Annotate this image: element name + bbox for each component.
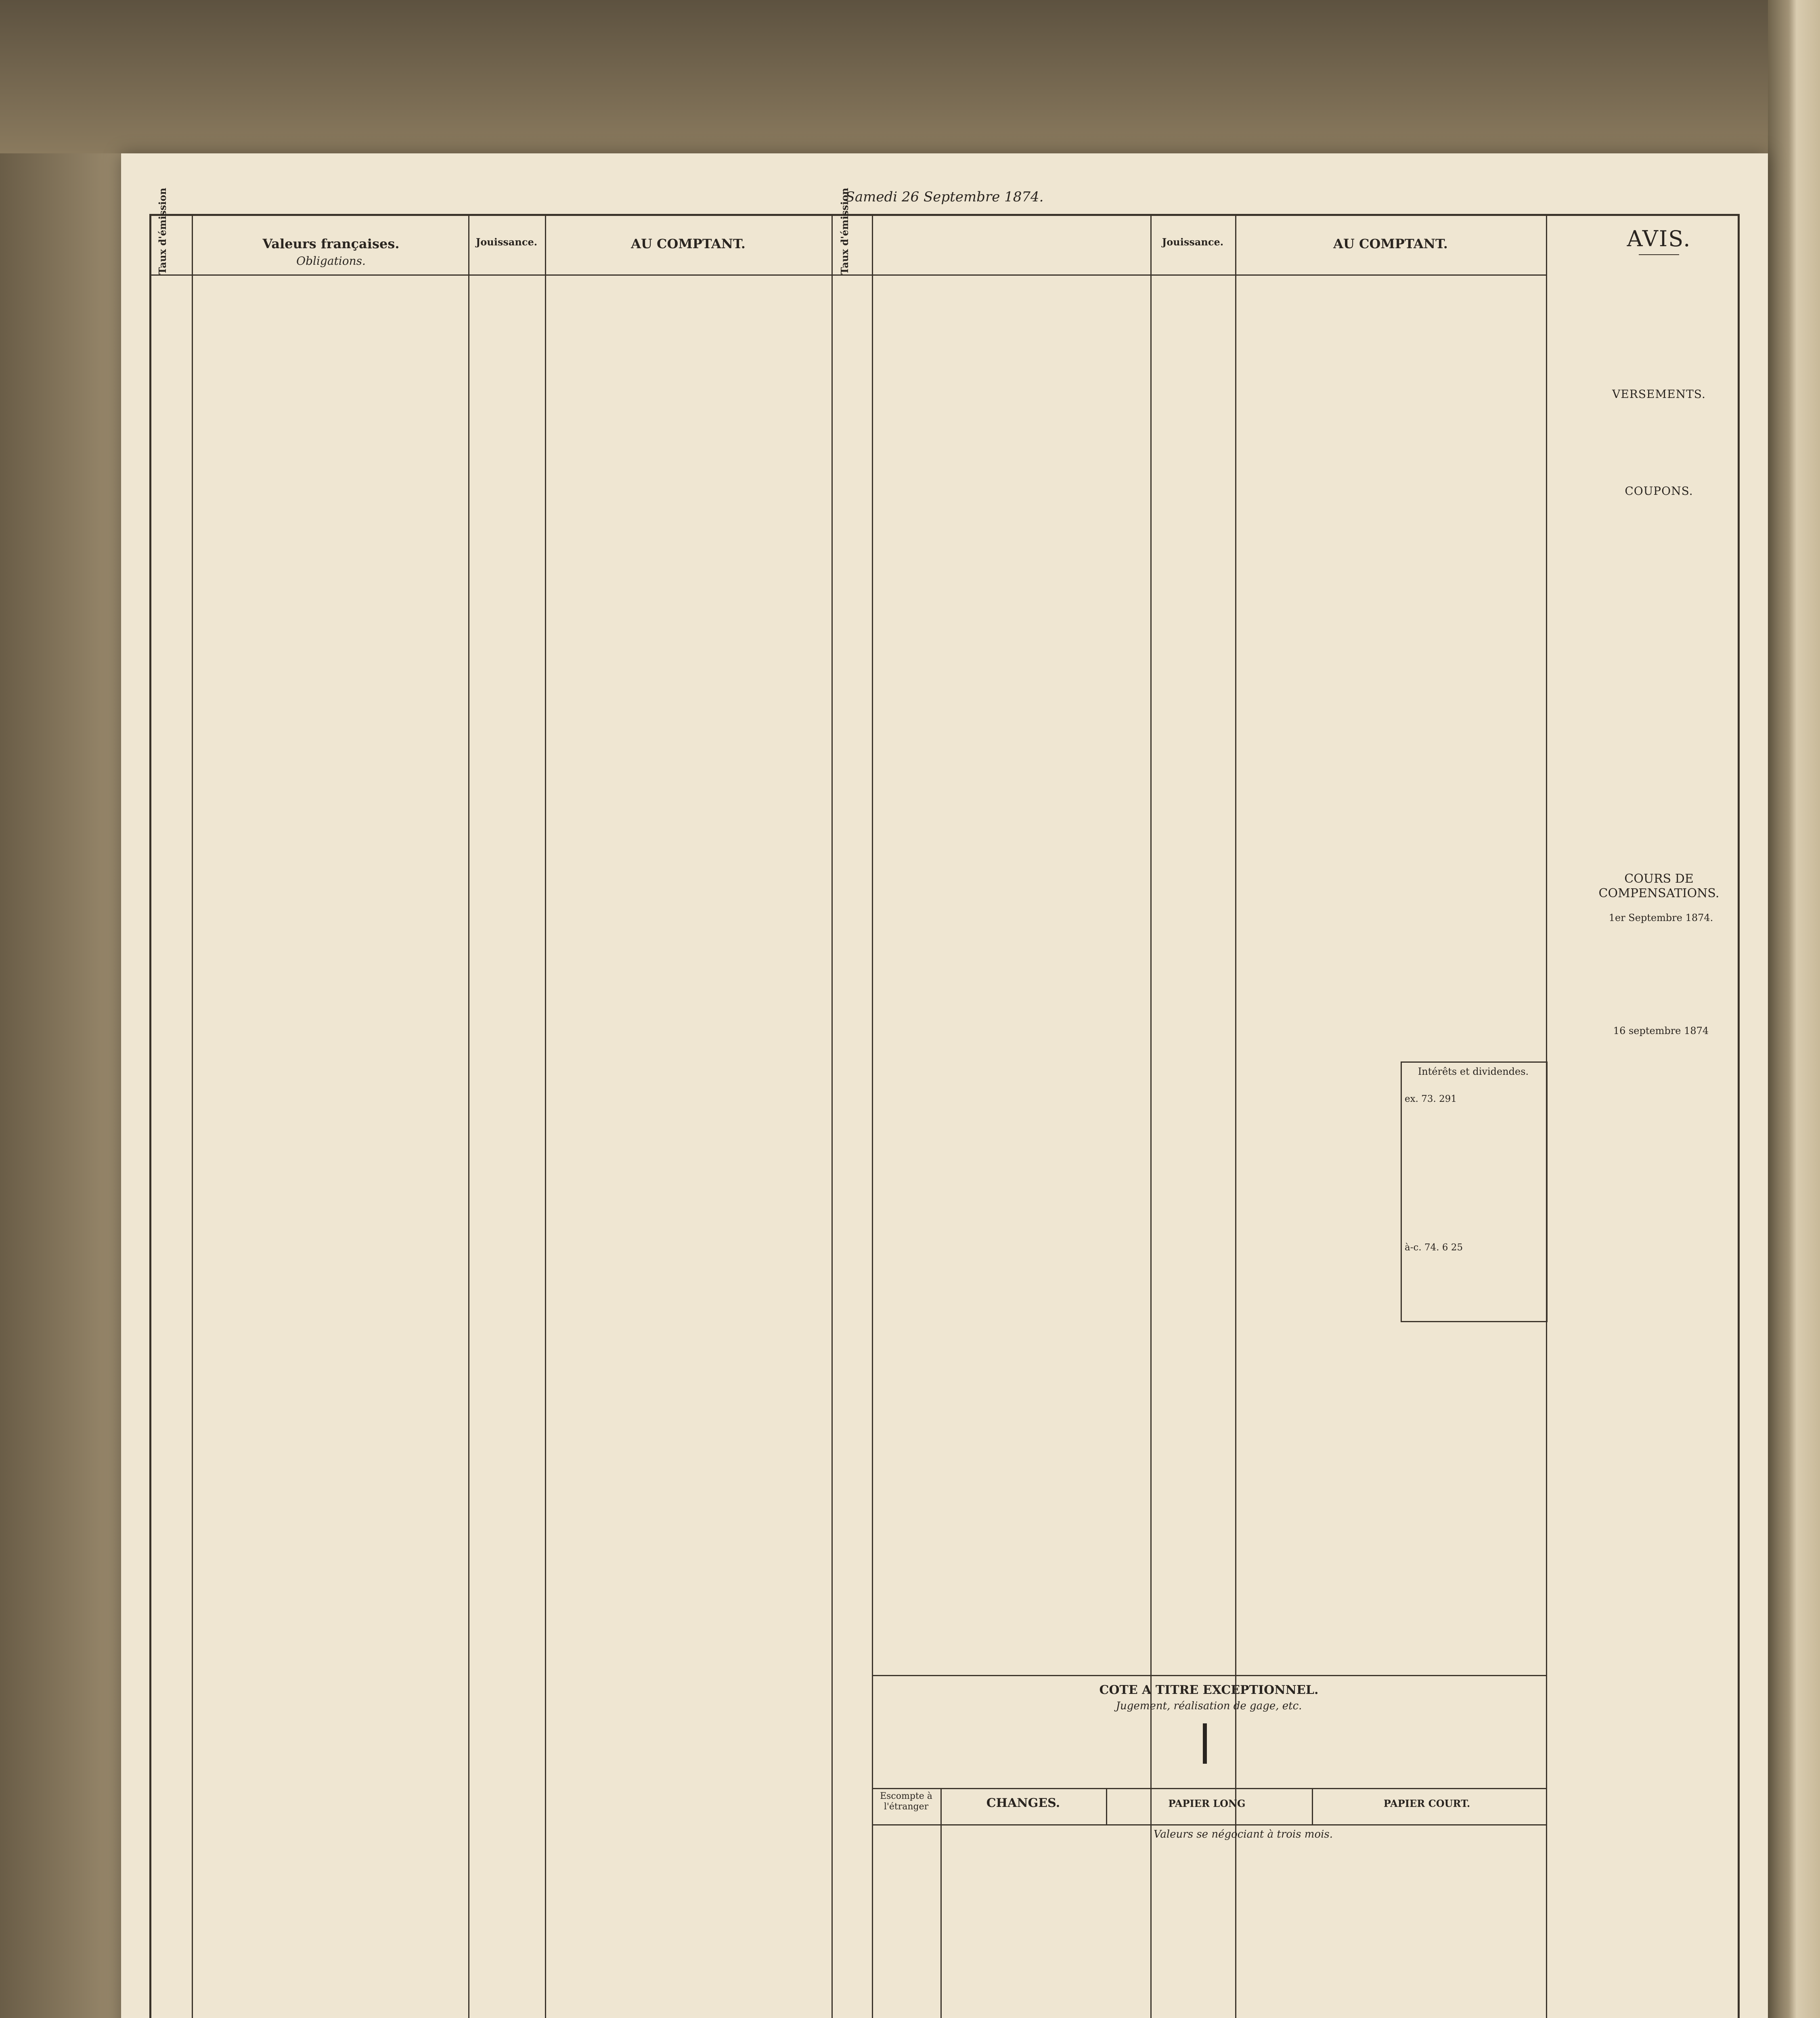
interets-value: ex. 73. 291 [1405,1094,1457,1104]
left-header-comptant: AU COMPTANT. [631,236,746,251]
avis-title: AVIS. [1627,226,1691,251]
left-header-jouissance: Jouissance. [475,236,538,248]
cote-subtitle: Jugement, réalisation de gage, etc. [1116,1700,1302,1712]
sept16-date: 16 septembre 1874 [1613,1025,1709,1036]
rule [872,214,873,2018]
rule [940,1788,942,2018]
avis-dash [1639,254,1679,255]
rule [1235,214,1236,2018]
changes-col-court: PAPIER COURT. [1383,1798,1470,1809]
changes-col-changes: CHANGES. [986,1796,1060,1810]
left-header-taux: Taux d'émission [157,188,168,274]
cote-mark [1203,1723,1207,1764]
rule [831,214,833,2018]
mid-header-jouissance: Jouissance. [1162,236,1224,248]
cours-title: COURS DE COMPENSATIONS. [1598,872,1719,900]
background-top [0,0,1820,153]
rule [1106,1788,1107,1824]
mid-header-comptant: AU COMPTANT. [1333,236,1448,251]
rule [872,1824,1546,1825]
rule [468,214,469,2018]
rule [1150,214,1152,2018]
interets-label: Intérêts et dividendes. [1418,1066,1529,1077]
interets-value: à-c. 74. 6 25 [1405,1242,1463,1253]
left-header-oblig: Obligations. [296,254,366,268]
cote-title: COTE A TITRE EXCEPTIONNEL. [1099,1683,1319,1697]
avis-versements: VERSEMENTS. [1612,387,1706,401]
rule [1312,1788,1313,1824]
background-left [0,153,121,2018]
rule [872,1788,1546,1789]
changes-col-long: PAPIER LONG [1168,1798,1246,1809]
rule [192,214,193,2018]
book-spine [1768,0,1820,2018]
mid-header-taux: Taux d'émission [839,188,850,274]
rule [872,1675,1546,1676]
changes-sub-3mois: Valeurs se négociant à trois mois. [1153,1828,1333,1840]
rule [149,274,1546,276]
avis-coupons: COUPONS. [1625,484,1693,498]
page-date: Samedi 26 Septembre 1874. [845,189,1044,205]
rule [545,214,546,2018]
changes-col-escompte: Escompte à l'étranger [880,1791,932,1812]
newspaper-page [121,153,1768,2018]
cours-date: 1er Septembre 1874. [1608,912,1713,923]
left-header-valeurs: Valeurs françaises. [262,236,400,251]
